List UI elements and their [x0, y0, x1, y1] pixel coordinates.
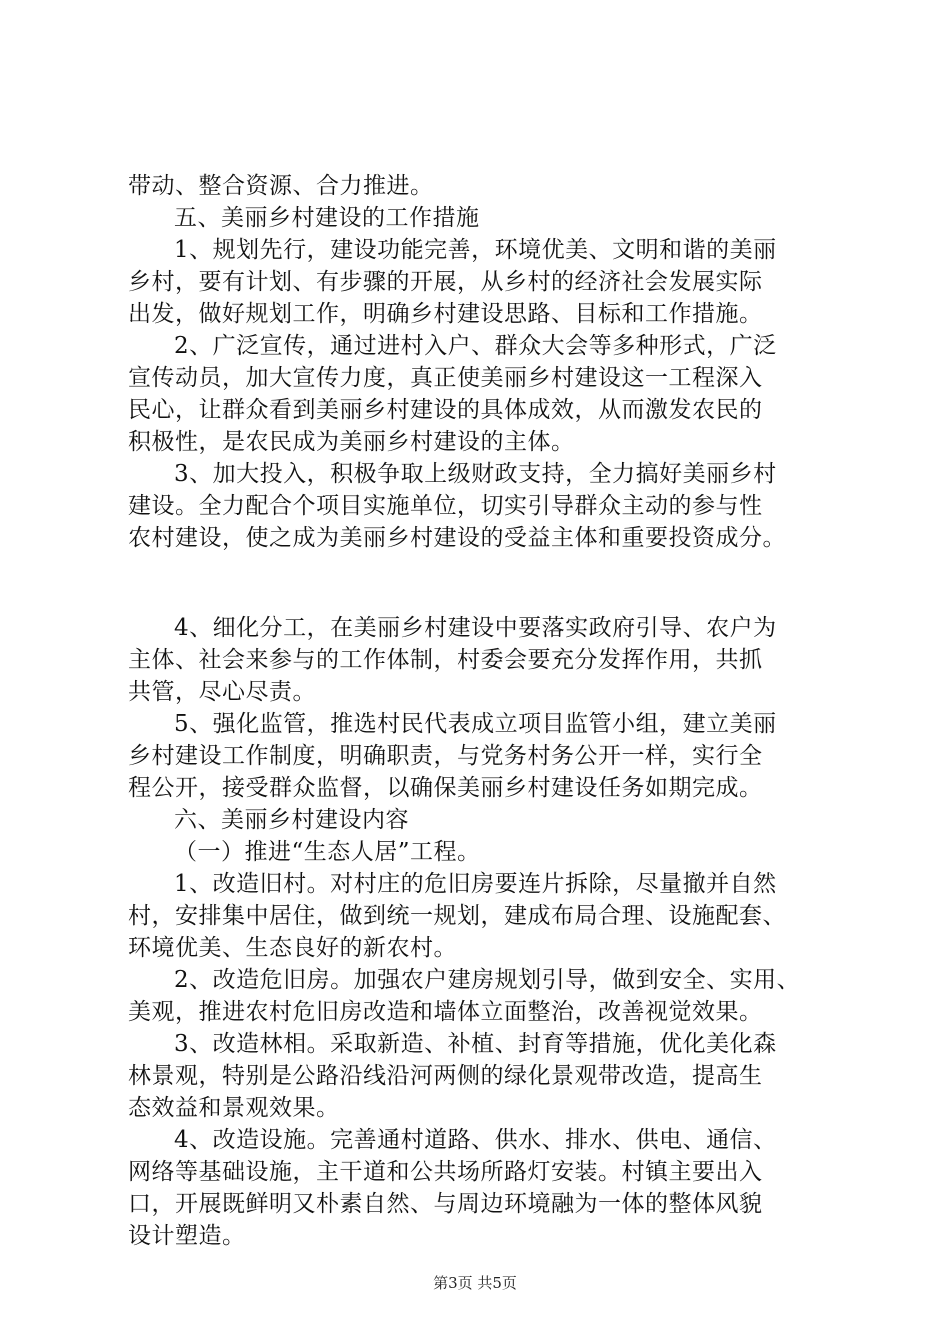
body-line: 出发，做好规划工作，明确乡村建设思路、目标和工作措施。	[128, 301, 763, 327]
body-line: 口，开展既鲜明又朴素自然、与周边环境融为一体的整体风貌	[128, 1191, 763, 1217]
body-line: 设计塑造。	[128, 1223, 246, 1249]
body-line: 4、改造设施。完善通村道路、供水、排水、供电、通信、	[174, 1127, 777, 1153]
body-line: 建设。全力配合个项目实施单位，切实引导群众主动的参与性	[128, 493, 763, 519]
body-line: 环境优美、生态良好的新农村。	[128, 935, 457, 961]
body-line: 3、加大投入，积极争取上级财政支持，全力搞好美丽乡村	[174, 461, 777, 487]
document-body	[128, 170, 848, 1252]
body-line: 主体、社会来参与的工作体制，村委会要充分发挥作用，共抓	[128, 647, 763, 673]
body-line: 1、规划先行，建设功能完善，环境优美、文明和谐的美丽	[174, 237, 777, 263]
body-line: 乡村建设工作制度，明确职责，与党务村务公开一样，实行全	[128, 743, 763, 769]
body-line: 程公开，接受群众监督，以确保美丽乡村建设任务如期完成。	[128, 775, 763, 801]
paragraph-gap	[128, 554, 848, 612]
page-number-footer: 第3页 共5页	[433, 1274, 517, 1292]
body-line: 乡村，要有计划、有步骤的开展，从乡村的经济社会发展实际	[128, 269, 763, 295]
body-line: 村，安排集中居住，做到统一规划，建成布局合理、设施配套、	[128, 903, 786, 929]
body-line: 2、广泛宣传，通过进村入户、群众大会等多种形式，广泛	[174, 333, 777, 359]
body-line: 带动、整合资源、合力推进。	[128, 173, 434, 199]
body-line: 4、细化分工，在美丽乡村建设中要落实政府引导、农户为	[174, 615, 777, 641]
body-line: 1、改造旧村。对村庄的危旧房要连片拆除，尽量撤并自然	[174, 871, 777, 897]
body-line: 态效益和景观效果。	[128, 1095, 340, 1121]
body-line: 民心，让群众看到美丽乡村建设的具体成效，从而激发农民的	[128, 397, 763, 423]
section-heading: 六、美丽乡村建设内容	[174, 807, 409, 833]
body-line: 积极性，是农民成为美丽乡村建设的主体。	[128, 429, 575, 455]
body-line: 林景观，特别是公路沿线沿河两侧的绿化景观带改造，提高生	[128, 1063, 763, 1089]
body-line: 网络等基础设施，主干道和公共场所路灯安装。村镇主要出入	[128, 1159, 763, 1185]
subsection-heading: （一）推进“生态人居”工程。	[174, 839, 481, 865]
section-heading: 五、美丽乡村建设的工作措施	[174, 205, 480, 231]
body-line: 宣传动员，加大宣传力度，真正使美丽乡村建设这一工程深入	[128, 365, 763, 391]
body-line: 2、改造危旧房。加强农户建房规划引导，做到安全、实用、	[174, 967, 801, 993]
body-line: 美观，推进农村危旧房改造和墙体立面整治，改善视觉效果。	[128, 999, 763, 1025]
body-line: 农村建设，使之成为美丽乡村建设的受益主体和重要投资成分。	[128, 525, 786, 551]
body-line: 5、强化监管，推选村民代表成立项目监管小组，建立美丽	[174, 711, 777, 737]
body-line: 3、改造林相。采取新造、补植、封育等措施，优化美化森	[174, 1031, 777, 1057]
body-line: 共管，尽心尽责。	[128, 679, 316, 705]
